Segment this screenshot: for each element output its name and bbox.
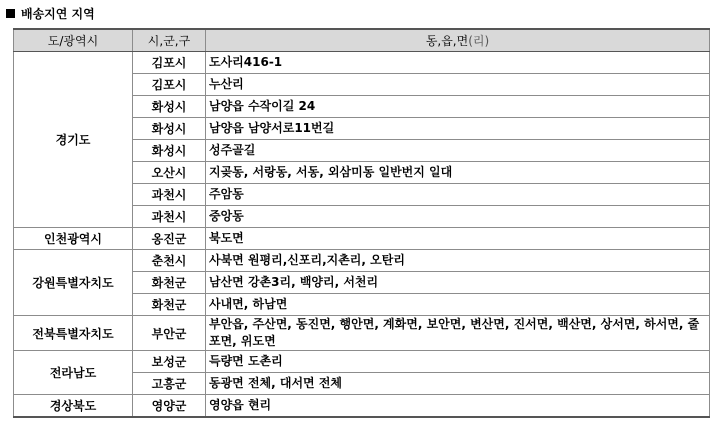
area-cell: 남산면 강촌3리, 백양리, 서천리 [206, 272, 710, 294]
city-cell: 화성시 [133, 140, 206, 162]
city-cell: 화성시 [133, 96, 206, 118]
area-cell: 득량면 도촌리 [206, 351, 710, 373]
table-row [14, 395, 710, 418]
city-cell: 김포시 [133, 74, 206, 96]
table-row [14, 250, 710, 272]
city-cell: 고흥군 [133, 373, 206, 395]
table-row [14, 316, 710, 351]
header-area-suffix: (리) [468, 34, 490, 48]
area-cell: 동광면 전체, 대서면 전체 [206, 373, 710, 395]
city-cell: 오산시 [133, 162, 206, 184]
province-cell: 경상북도 [14, 395, 133, 418]
city-cell: 화천군 [133, 272, 206, 294]
area-cell: 사북면 원평리,신포리,지촌리, 오탄리 [206, 250, 710, 272]
section-title-text: 배송지연 지역 [21, 7, 95, 21]
area-cell: 누산리 [206, 74, 710, 96]
area-cell: 지곶동, 서랑동, 서동, 외삼미동 일반번지 일대 [206, 162, 710, 184]
table-row [14, 228, 710, 250]
area-cell: 성주골길 [206, 140, 710, 162]
header-city: 시,군,구 [133, 29, 206, 52]
city-cell: 보성군 [133, 351, 206, 373]
header-province: 도/광역시 [14, 29, 133, 52]
area-cell: 영양읍 현리 [206, 395, 710, 418]
city-cell: 화성시 [133, 118, 206, 140]
area-cell: 중앙동 [206, 206, 710, 228]
city-cell: 김포시 [133, 52, 206, 74]
area-cell: 남양읍 수작이길 24 [206, 96, 710, 118]
area-cell: 북도면 [206, 228, 710, 250]
province-cell: 전라남도 [14, 351, 133, 395]
table-row [14, 351, 710, 373]
city-cell: 과천시 [133, 184, 206, 206]
province-cell: 경기도 [14, 52, 133, 228]
city-cell: 부안군 [133, 316, 206, 351]
city-cell: 옹진군 [133, 228, 206, 250]
table-header-row [14, 29, 710, 52]
header-area-text: 동,읍,면 [425, 34, 469, 48]
city-cell: 춘천시 [133, 250, 206, 272]
area-cell: 도사리416-1 [206, 52, 710, 74]
delay-region-table [13, 28, 710, 418]
province-cell: 전북특별자치도 [14, 316, 133, 351]
province-cell: 인천광역시 [14, 228, 133, 250]
table-row [14, 52, 710, 74]
city-cell: 과천시 [133, 206, 206, 228]
area-cell: 사내면, 하남면 [206, 294, 710, 316]
city-cell: 영양군 [133, 395, 206, 418]
square-bullet-icon [6, 9, 15, 18]
city-cell: 화천군 [133, 294, 206, 316]
area-cell: 주암동 [206, 184, 710, 206]
area-cell: 부안읍, 주산면, 동진면, 행안면, 계화면, 보안면, 변산면, 진서면, 백산면, 상서면, 하서면, 줄포면, 위도면 [206, 316, 710, 351]
area-cell: 남양읍 남양서로11번길 [206, 118, 710, 140]
section-title [6, 6, 95, 22]
province-cell: 강원특별자치도 [14, 250, 133, 316]
header-area [206, 29, 710, 52]
